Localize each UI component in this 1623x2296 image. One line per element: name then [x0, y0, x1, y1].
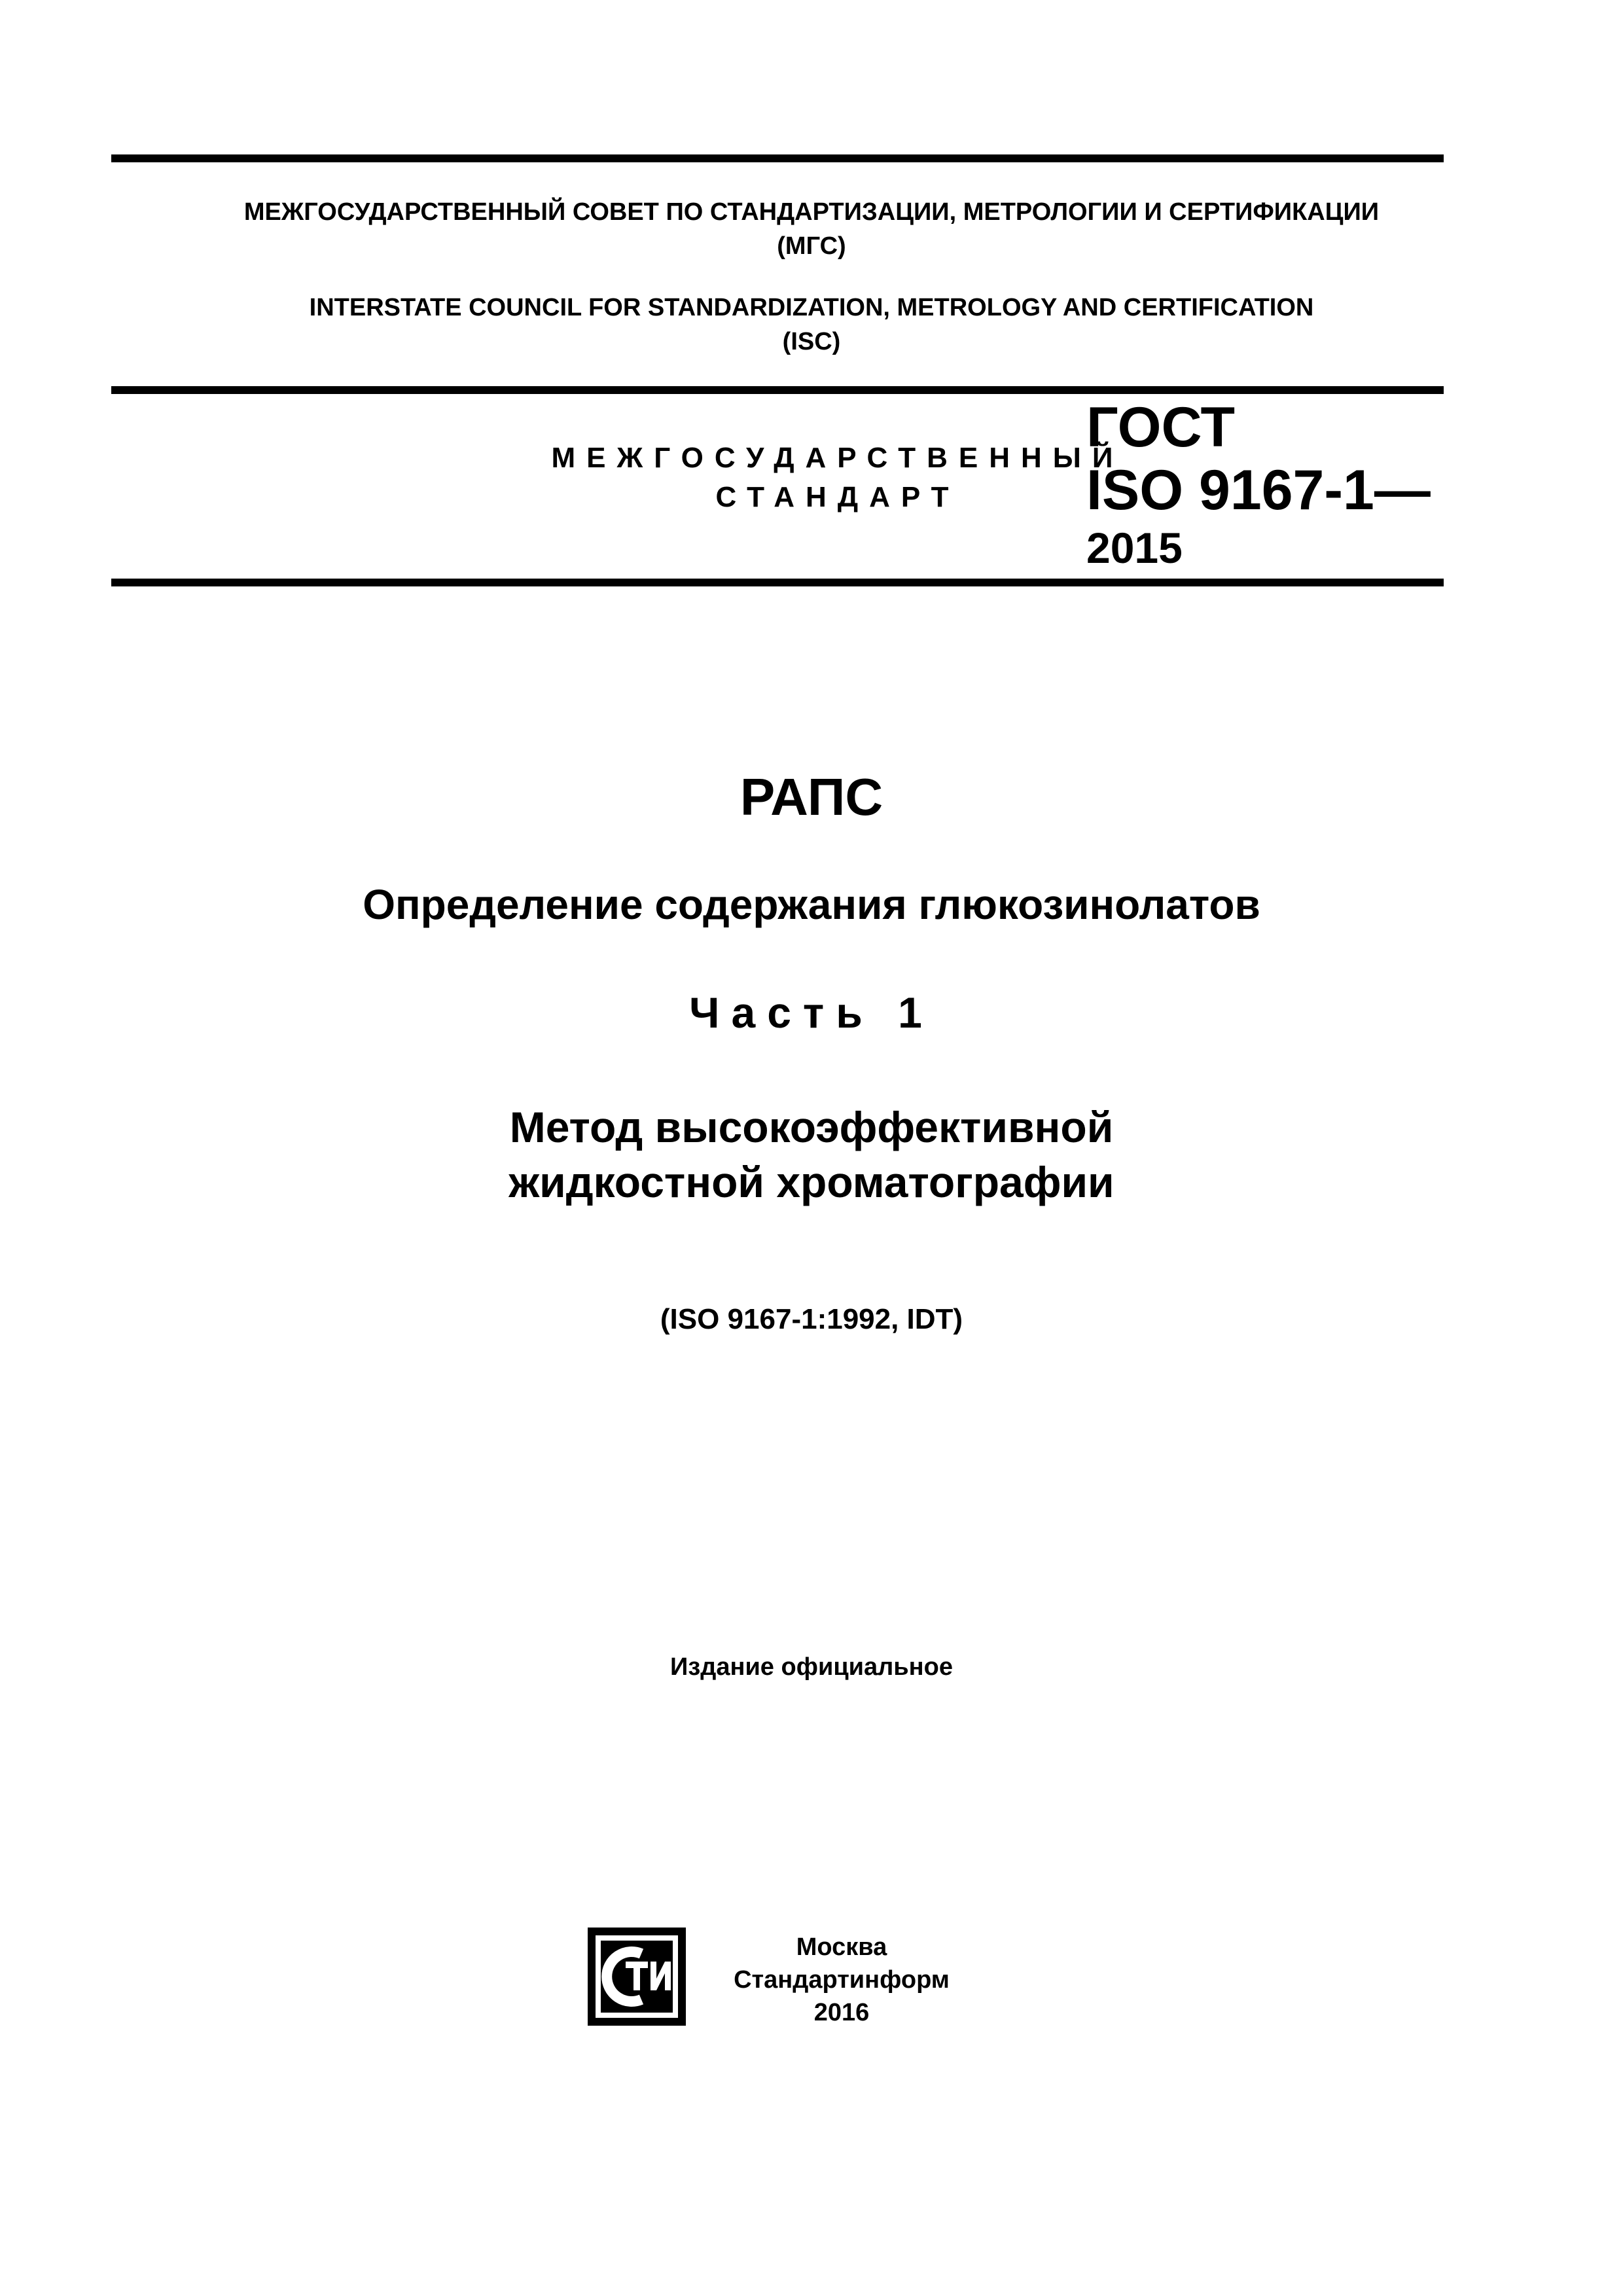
standartinform-logo-icon: [588, 1928, 686, 2026]
middle-rule: [111, 386, 1444, 394]
method-title-line2: жидкостной хроматографии: [508, 1158, 1115, 1206]
bottom-header-rule: [111, 579, 1444, 586]
iso-reference: (ISO 9167-1:1992, IDT): [660, 1303, 963, 1335]
council-abbr-en: (ISC): [782, 328, 841, 355]
council-name-ru: МЕЖГОСУДАРСТВЕННЫЙ СОВЕТ ПО СТАНДАРТИЗАЦИИ, МЕТРОЛОГИИ И СЕРТИФИКАЦИИ: [243, 198, 1380, 226]
method-title-line1: Метод высокоэффективной: [509, 1103, 1114, 1151]
top-rule: [111, 154, 1444, 162]
gost-label: ГОСТ: [1086, 396, 1236, 459]
edition-note: Издание официальное: [670, 1653, 953, 1681]
publisher-city: Москва: [796, 1933, 887, 1961]
publisher-year: 2016: [813, 1999, 870, 2026]
standard-kind-line2: СТАНДАРТ: [715, 481, 960, 513]
publisher-name: Стандартинформ: [734, 1966, 950, 1994]
gost-number: ISO 9167-1—: [1086, 459, 1431, 522]
council-name-en: INTERSTATE COUNCIL FOR STANDARDIZATION, METROLOGY AND CERTIFICATION: [309, 294, 1314, 321]
document-part: Часть 1: [689, 988, 934, 1037]
council-abbr-ru: (МГС): [777, 232, 846, 260]
publisher-block: [691, 1931, 992, 2029]
gost-designation: [1086, 396, 1431, 574]
standard-kind-line1: МЕЖГОСУДАРСТВЕННЫЙ: [551, 442, 1124, 474]
document-subtitle: Определение содержания глюкозинолатов: [363, 881, 1260, 928]
document-title: РАПС: [740, 768, 883, 826]
gost-year: 2015: [1086, 524, 1183, 572]
